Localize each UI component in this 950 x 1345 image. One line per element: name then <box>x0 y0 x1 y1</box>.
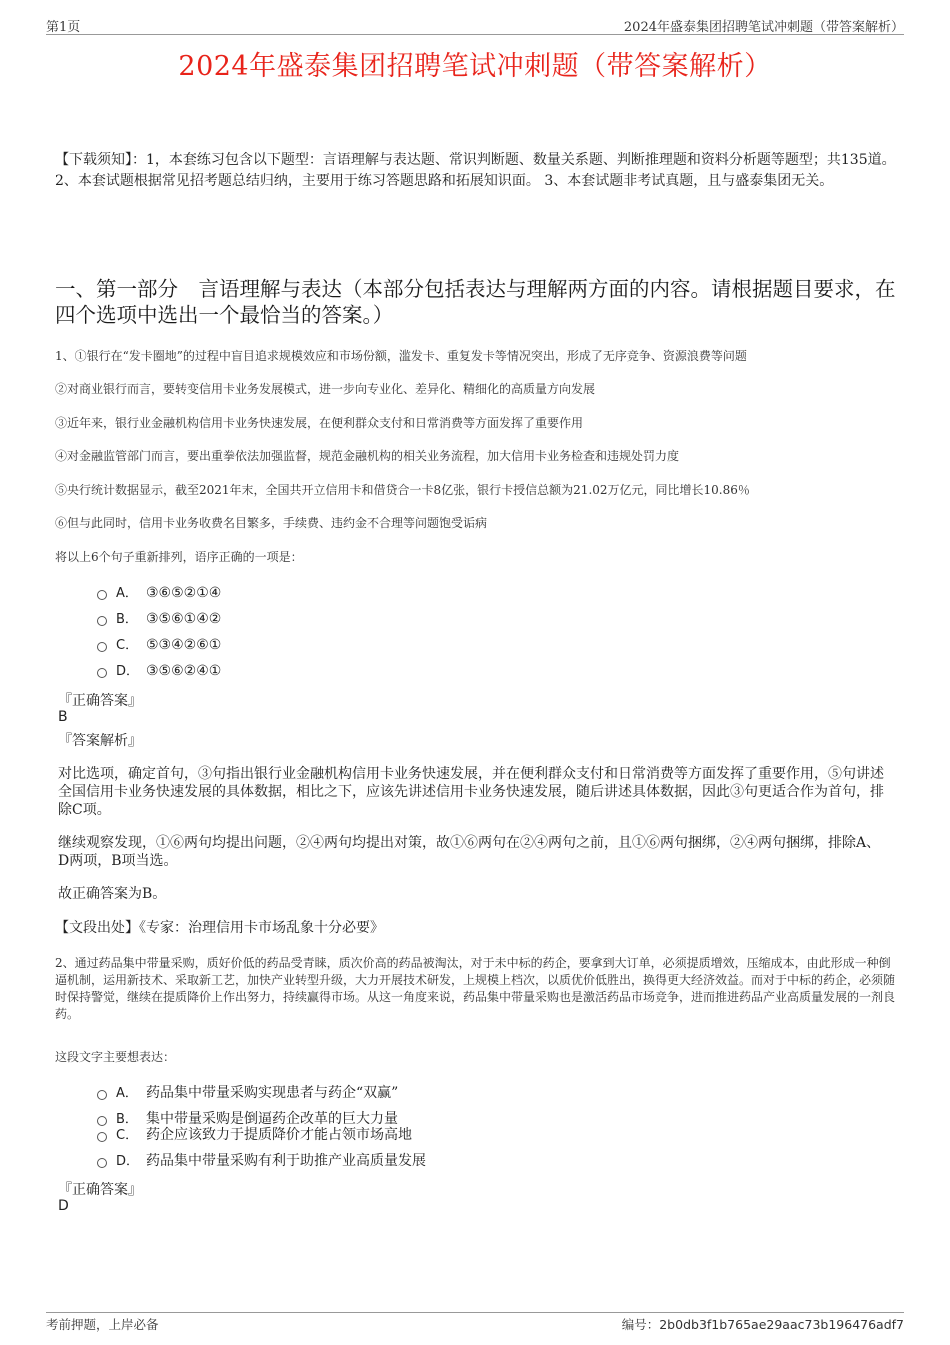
footer-slogan: 考前押题，上岸必备 <box>46 1317 159 1332</box>
page-header <box>46 14 904 35</box>
q1-analysis-1: 对比选项，确定首句，③句指出银行业金融机构信用卡业务快速发展，并在便利群众支付和日常消费等方面发挥了重要作用，⑤句讲述全国信用卡业务快速发展的具体数据，相比之下，应该先讲述信用卡业务快速发展，随后讲述具体数据，因此③句更适合作为首句，排除C项。 <box>58 766 884 818</box>
q1-sentence-6: ⑥但与此同时，信用卡业务收费名目繁多，手续费、违约金不合理等问题饱受诟病 <box>55 516 488 530</box>
q1-sentence-3: ③近年来，银行业金融机构信用卡业务快速发展，在便利群众支付和日常消费等方面发挥了重要作用 <box>55 416 584 430</box>
q2-answer: D <box>58 1198 69 1214</box>
radio-button[interactable] <box>97 642 107 652</box>
option-key: A． <box>116 586 138 601</box>
option-text: 药企应该致力于提质降价才能占领市场高地 <box>146 1127 412 1143</box>
q2-stem: 2、通过药品集中带量采购，质好价低的药品受青睐，质次价高的药品被淘汰，对于未中标的药企，要拿到大订单，必须提质增效，压缩成本，由此形成一种倒逼机制，运用新技术、采取新工艺，加快产业转型升级，大力开展技术研发，上规模上档次，以质优价低胜出，换得更大经济效益。而对于中标的药企，必须随时保持警觉，继续在提质降价上作出努力，持续赢得市场。从这一角度来说，药品集中带量采购也是激活药品市场竞争，进而推进药品产业高质量发展的一剂良药。 <box>55 956 896 1021</box>
q1-answer-label: 『正确答案』 <box>58 693 142 709</box>
q2-option-d[interactable] <box>97 1151 426 1171</box>
option-key: A． <box>116 1086 138 1101</box>
q1-sentence-2: ②对商业银行而言，要转变信用卡业务发展模式，进一步向专业化、差异化、精细化的高质量方向发展 <box>55 382 596 396</box>
q1-prompt: 将以上6个句子重新排列，语序正确的一项是： <box>55 550 303 564</box>
option-text: 药品集中带量采购有利于助推产业高质量发展 <box>146 1153 426 1169</box>
q1-source: 【文段出处】《专家：治理信用卡市场乱象十分必要》 <box>55 920 384 936</box>
radio-button[interactable] <box>97 668 107 678</box>
option-key: B． <box>116 1112 138 1127</box>
option-text: ⑤③④②⑥① <box>146 637 222 653</box>
option-key: B． <box>116 612 138 627</box>
option-text: ③⑤⑥①④② <box>146 611 222 627</box>
radio-button[interactable] <box>97 616 107 626</box>
q1-option-a[interactable] <box>97 583 221 603</box>
q1-analysis-label: 『答案解析』 <box>58 733 142 749</box>
footer-code-value: 2b0db3f1b765ae29aac73b196476adf7 <box>659 1317 904 1332</box>
radio-button[interactable] <box>97 1158 107 1168</box>
option-key: C． <box>116 638 139 653</box>
q1-option-d[interactable] <box>97 661 221 681</box>
q1-analysis-2: 继续观察发现，①⑥两句均提出问题，②④两句均提出对策，故①⑥两句在②④两句之前，且①⑥两句捆绑，②④两句捆绑，排除A、D两项，B项当选。 <box>58 835 881 869</box>
radio-button[interactable] <box>97 590 107 600</box>
section-heading: 一、第一部分 言语理解与表达（本部分包括表达与理解两方面的内容。请根据题目要求，在四个选项中选出一个最恰当的答案。） <box>55 277 896 327</box>
q2-prompt: 这段文字主要想表达： <box>55 1050 176 1064</box>
q1-option-c[interactable] <box>97 635 221 655</box>
option-text: ③⑥⑤②①④ <box>146 585 222 601</box>
option-key: D． <box>116 664 140 679</box>
radio-button[interactable] <box>97 1132 107 1142</box>
q2-option-c[interactable] <box>97 1125 412 1145</box>
option-text: 集中带量采购是倒逼药企改革的巨大力量 <box>146 1111 398 1127</box>
option-key: D． <box>116 1154 140 1169</box>
q1-answer: B <box>58 709 68 725</box>
footer-code-label: 编号： <box>621 1317 660 1332</box>
header-doc-title: 2024年盛泰集团招聘笔试冲刺题（带答案解析） <box>623 20 904 35</box>
q1-sentence-5: ⑤央行统计数据显示，截至2021年末，全国共开立信用卡和借贷合一卡8亿张，银行卡授信总额为21.02万亿元，同比增长10.86％ <box>55 483 750 497</box>
document-title: 2024年盛泰集团招聘笔试冲刺题（带答案解析） <box>178 51 772 82</box>
option-text: 药品集中带量采购实现患者与药企“双赢” <box>146 1085 399 1101</box>
q2-option-a[interactable] <box>97 1083 398 1103</box>
radio-button[interactable] <box>97 1090 107 1100</box>
footer-code <box>622 1315 904 1333</box>
page-footer <box>46 1312 904 1333</box>
download-notice: 【下载须知】：1，本套练习包含以下题型：言语理解与表达题、常识判断题、数量关系题、判断推理题和资料分析题等题型；共135道。 2、本套试题根据常见招考题总结归纳，主要用于练习答题思路和拓展知识面。 3、本套试题非考试真题，且与盛泰集团无关。 <box>55 152 896 189</box>
q1-option-b[interactable] <box>97 609 221 629</box>
option-text: ③⑤⑥②④① <box>146 663 222 679</box>
q1-sentence-1: 1、①银行在“发卡圈地”的过程中盲目追求规模效应和市场份额，滥发卡、重复发卡等情况突出，形成了无序竞争、资源浪费等问题 <box>55 349 747 363</box>
q2-answer-label: 『正确答案』 <box>58 1182 142 1198</box>
page-number: 第1页 <box>46 20 81 35</box>
option-key: C． <box>116 1128 139 1143</box>
q1-analysis-3: 故正确答案为B。 <box>58 886 167 902</box>
q1-sentence-4: ④对金融监管部门而言，要出重拳依法加强监督，规范金融机构的相关业务流程，加大信用卡业务检查和违规处罚力度 <box>55 449 680 463</box>
